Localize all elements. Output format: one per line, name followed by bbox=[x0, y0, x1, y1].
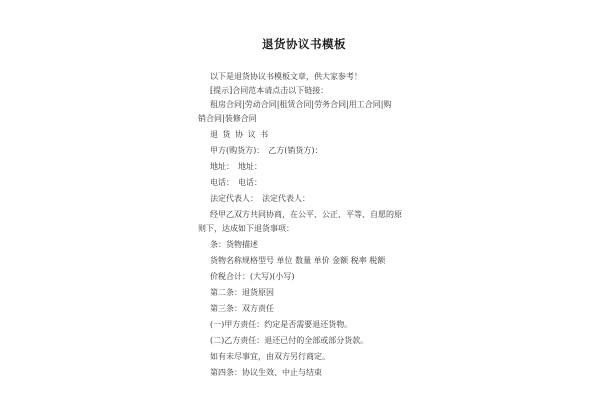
other-matters-line: 如有未尽事宜，由双方另行商定。 bbox=[210, 352, 330, 361]
preamble-line-2: 则下，达成如下退货事项： bbox=[198, 224, 294, 233]
party-b-responsibility: (二)乙方责任：退还已付的全部或部分货款。 bbox=[210, 336, 369, 345]
clause-effectiveness: 第四条：协议生效、中止与结束 bbox=[210, 368, 322, 377]
clause-goods-description: 条：货物描述 bbox=[210, 240, 258, 249]
clause-return-reason: 第二条：退货原因 bbox=[210, 288, 274, 297]
party-a-responsibility: (一)甲方责任：约定是否需要退还货物。 bbox=[210, 320, 353, 329]
agreement-heading: 退 货 协 议 书 bbox=[210, 130, 270, 139]
document-title: 退货协议书模板 bbox=[262, 37, 346, 51]
preamble-line-1: 经甲乙双方共同协商，在公平、公正、平等、自愿的原 bbox=[210, 210, 402, 219]
goods-table-header: 货物名称规格型号 单位 数量 单价 金额 税率 税额 bbox=[210, 256, 386, 265]
phone-line: 电话： 电话： bbox=[210, 178, 262, 187]
legal-rep-line: 法定代表人： 法定代表人： bbox=[210, 194, 310, 203]
document-sheet bbox=[170, 0, 438, 400]
intro-line: 以下是退货协议书模板文章，供大家参考！ bbox=[210, 72, 362, 81]
party-names-line: 甲方(购货方)： 乙方(销货方)： bbox=[210, 146, 323, 155]
address-line: 地址： 地址： bbox=[210, 162, 262, 171]
hint-line[interactable]: [提示]合同范本请点击以下链接： bbox=[210, 86, 329, 95]
total-price-line: 价税合计：(大写)(小写) bbox=[210, 272, 295, 281]
contract-links-line-2[interactable]: 销合同|装修合同 bbox=[198, 114, 257, 123]
contract-links-line-1[interactable]: 租房合同|劳动合同|租赁合同|劳务合同|用工合同|购 bbox=[210, 100, 392, 109]
clause-responsibilities: 第三条：双方责任 bbox=[210, 304, 274, 313]
